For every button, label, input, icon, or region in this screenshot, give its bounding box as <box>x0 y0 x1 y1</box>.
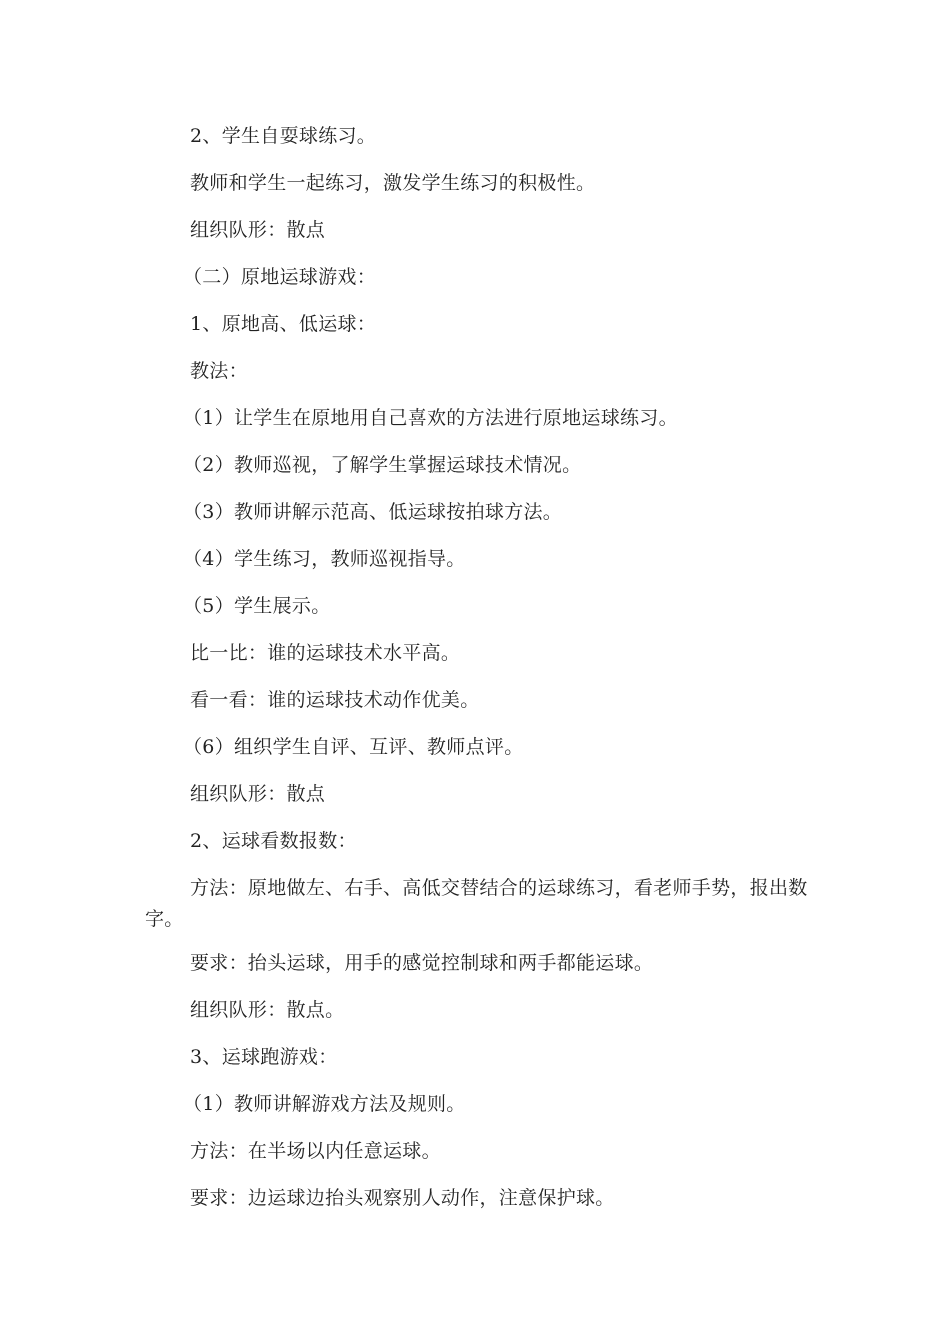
list-item-3: （3）教师讲解示范高、低运球按拍球方法。 <box>183 501 563 523</box>
paragraph-method-count: 方法：原地做左、右手、高低交替结合的运球练习，看老师手势，报出数字。 <box>145 877 808 930</box>
section-heading-dribble-game: （二）原地运球游戏： <box>183 266 377 288</box>
paragraph-teacher-practice: 教师和学生一起练习，激发学生练习的积极性。 <box>190 172 596 194</box>
list-item-6: （6）组织学生自评、互评、教师点评。 <box>183 736 524 758</box>
paragraph-teaching-method: 教法： <box>190 360 248 382</box>
subheading-high-low-dribble: 1、原地高、低运球： <box>190 313 377 335</box>
paragraph-formation-2: 组织队形：散点 <box>190 783 326 805</box>
paragraph-look: 看一看：谁的运球技术动作优美。 <box>190 689 480 711</box>
list-item-5: （5）学生展示。 <box>183 595 331 617</box>
subheading-dribble-count: 2、运球看数报数： <box>190 830 357 852</box>
subheading-dribble-run: 3、运球跑游戏： <box>190 1046 338 1068</box>
paragraph-formation-3: 组织队形：散点。 <box>190 999 345 1021</box>
paragraph-practice-self: 2、学生自耍球练习。 <box>190 125 377 147</box>
paragraph-formation-1: 组织队形：散点 <box>190 219 326 241</box>
paragraph-requirement-2: 要求：边运球边抬头观察别人动作，注意保护球。 <box>190 1187 615 1209</box>
paragraph-requirement-1: 要求：抬头运球，用手的感觉控制球和两手都能运球。 <box>190 952 654 974</box>
list-item-2: （2）教师巡视，了解学生掌握运球技术情况。 <box>183 454 582 476</box>
list-item-1: （1）让学生在原地用自己喜欢的方法进行原地运球练习。 <box>183 407 678 429</box>
list-item-4: （4）学生练习，教师巡视指导。 <box>183 548 466 570</box>
list-item-rules: （1）教师讲解游戏方法及规则。 <box>183 1093 466 1115</box>
paragraph-method-halfcourt: 方法：在半场以内任意运球。 <box>190 1140 441 1162</box>
paragraph-compare: 比一比：谁的运球技术水平高。 <box>190 642 461 664</box>
